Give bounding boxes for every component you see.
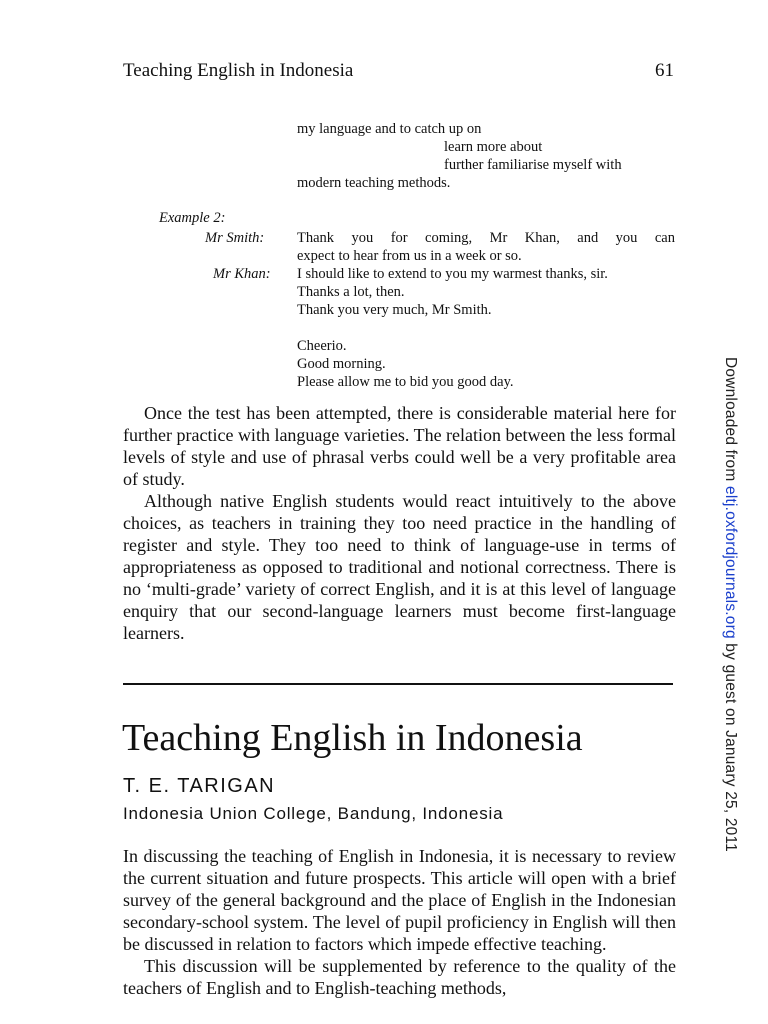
article-paragraph-1: In discussing the teaching of English in Indonesia, it is necessary to review the current situation and future prospects. This article will open with a brief survey of the general background and the place of English in the Indonesian secondary-school system. The level of pupil proficiency in English will then be discussed in relation to factors which impede effective teaching. [123,846,676,954]
speaker-smith-label: Mr Smith: [205,230,265,246]
section-divider [123,683,673,685]
article-paragraph-2: This discussion will be supplemented by reference to the quality of the teachers of English and to English-teaching methods, [123,956,676,998]
running-header-title: Teaching English in Indonesia [123,60,354,81]
body-text [123,402,676,644]
example1-line-3: further familiarise myself with [444,157,622,173]
khan-response-1: I should like to extend to you my warmest thanks, sir. [297,266,608,282]
example1-line-2: learn more about [444,139,543,155]
download-notice [721,357,739,852]
speaker-khan-label: Mr Khan: [213,266,271,282]
smith-line-2: expect to hear from us in a week or so. [297,248,522,264]
article-body [123,845,676,999]
smith-line-1: Thank you for coming, Mr Khan, and you can [297,230,675,246]
body-paragraph-2: Although native English students would react intuitively to the above choices, as teachers in training they too need practice in the handling of register and style. They too need to think of language-use in terms of appropriateness as opposed to traditional and notional correctness. There is no ‘multi-grade’ variety of correct English, and it is at this level of language enquiry that our second-language learners must become first-language learners. [123,491,676,643]
example2-label: Example 2: [159,210,226,226]
article-title: Teaching English in Indonesia [122,717,583,759]
khan-response-4: Cheerio. [297,338,347,354]
article-author: T. E. TARIGAN [123,775,276,797]
khan-response-5: Good morning. [297,356,386,372]
body-paragraph-1: Once the test has been attempted, there is considerable material here for further practice with language varieties. The relation between the less formal levels of style and use of phrasal verbs could well be a very profitable area of study. [123,403,676,489]
journal-link[interactable]: eltj.oxfordjournals.org [722,486,739,639]
example1-line-4: modern teaching methods. [297,175,451,191]
example1-line-1: my language and to catch up on [297,121,482,137]
khan-response-2: Thanks a lot, then. [297,284,405,300]
article-affiliation: Indonesia Union College, Bandung, Indonesia [123,804,504,823]
page-number: 61 [655,60,674,81]
download-notice-prefix: Downloaded from [722,357,739,486]
khan-response-6: Please allow me to bid you good day. [297,374,514,390]
download-notice-suffix: by guest on January 25, 2011 [722,638,739,852]
khan-response-3: Thank you very much, Mr Smith. [297,302,492,318]
